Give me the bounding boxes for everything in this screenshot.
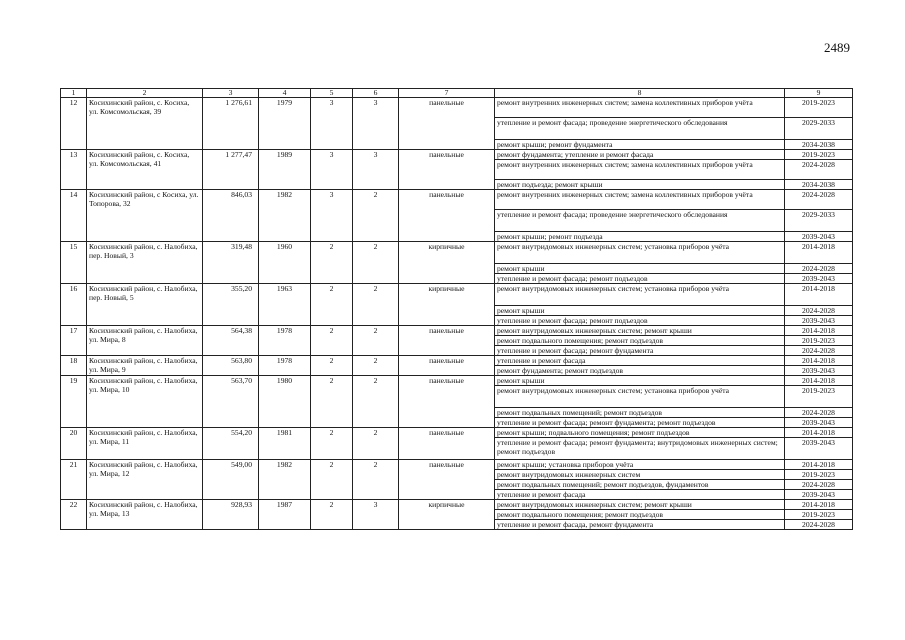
entrance-count: 3 xyxy=(353,150,399,190)
repair-works: ремонт внутридомовых инженерных систем; ремонт крыши xyxy=(495,500,785,510)
wall-material: панельные xyxy=(399,190,495,242)
row-number: 15 xyxy=(61,242,87,284)
build-year: 1980 xyxy=(259,376,311,428)
row-number: 21 xyxy=(61,460,87,500)
entrance-count: 2 xyxy=(353,284,399,326)
repair-period: 2024-2028 xyxy=(785,264,853,274)
total-area: 549,00 xyxy=(203,460,259,500)
column-header: 6 xyxy=(353,89,399,98)
total-area: 1 277,47 xyxy=(203,150,259,190)
repair-works: ремонт фундамента; ремонт подъездов xyxy=(495,366,785,376)
repair-works: ремонт внутридомовых инженерных систем; установка приборов учёта xyxy=(495,284,785,306)
table-row xyxy=(61,500,853,510)
floor-count: 2 xyxy=(311,460,353,500)
house-address: Косихинский район, с. Налобиха, ул. Мира, 8 xyxy=(87,326,203,356)
entrance-count: 2 xyxy=(353,356,399,376)
row-number: 18 xyxy=(61,356,87,376)
repair-period: 2029-2033 xyxy=(785,118,853,140)
column-header: 1 xyxy=(61,89,87,98)
repair-period: 2039-2043 xyxy=(785,366,853,376)
repair-period: 2039-2043 xyxy=(785,418,853,428)
total-area: 928,93 xyxy=(203,500,259,530)
repair-works: ремонт крыши xyxy=(495,264,785,274)
repair-works: ремонт крыши; ремонт подъезда xyxy=(495,232,785,242)
wall-material: панельные xyxy=(399,326,495,356)
build-year: 1981 xyxy=(259,428,311,460)
entrance-count: 3 xyxy=(353,98,399,150)
column-header: 3 xyxy=(203,89,259,98)
repair-period: 2039-2043 xyxy=(785,274,853,284)
column-header: 7 xyxy=(399,89,495,98)
repair-period: 2039-2043 xyxy=(785,490,853,500)
build-year: 1982 xyxy=(259,190,311,242)
repair-works: ремонт внутридомовых инженерных систем; установка приборов учёта xyxy=(495,242,785,264)
repair-period: 2014-2018 xyxy=(785,376,853,386)
entrance-count: 2 xyxy=(353,242,399,284)
repair-works: ремонт подвальных помещений; ремонт подъездов, фундаментов xyxy=(495,480,785,490)
row-number: 12 xyxy=(61,98,87,150)
house-address: Косихинский район, с. Налобиха, ул. Мира, 12 xyxy=(87,460,203,500)
repair-period: 2039-2043 xyxy=(785,438,853,460)
page-number: 2489 xyxy=(824,40,850,55)
repair-works: ремонт внутридомовых инженерных систем; установка приборов учёта xyxy=(495,386,785,408)
wall-material: кирпичные xyxy=(399,242,495,284)
repair-period: 2024-2028 xyxy=(785,346,853,356)
build-year: 1982 xyxy=(259,460,311,500)
total-area: 846,03 xyxy=(203,190,259,242)
floor-count: 3 xyxy=(311,98,353,150)
repair-period: 2019-2023 xyxy=(785,150,853,160)
table-row xyxy=(61,428,853,438)
repair-works: утепление и ремонт фасада; проведение энергетического обследования xyxy=(495,118,785,140)
repair-period: 2014-2018 xyxy=(785,428,853,438)
table-row xyxy=(61,150,853,160)
repair-works: утепление и ремонт фасада xyxy=(495,356,785,366)
table-body xyxy=(61,89,853,530)
total-area: 554,20 xyxy=(203,428,259,460)
table-row xyxy=(61,284,853,306)
entrance-count: 2 xyxy=(353,326,399,356)
row-number: 16 xyxy=(61,284,87,326)
floor-count: 2 xyxy=(311,428,353,460)
repair-period: 2014-2018 xyxy=(785,460,853,470)
floor-count: 2 xyxy=(311,326,353,356)
build-year: 1978 xyxy=(259,326,311,356)
column-header: 8 xyxy=(495,89,785,98)
wall-material: панельные xyxy=(399,98,495,150)
repair-works: утепление и ремонт фасада, ремонт фундамента xyxy=(495,520,785,530)
entrance-count: 2 xyxy=(353,376,399,428)
table-row xyxy=(61,376,853,386)
repair-works: утепление и ремонт фасада; ремонт фундамента xyxy=(495,346,785,356)
repair-works: ремонт внутридомовых инженерных систем; ремонт крыши xyxy=(495,326,785,336)
house-address: Косихинский район, с. Налобиха, ул. Мира, 13 xyxy=(87,500,203,530)
repair-period: 2024-2028 xyxy=(785,480,853,490)
build-year: 1989 xyxy=(259,150,311,190)
build-year: 1960 xyxy=(259,242,311,284)
table-row xyxy=(61,242,853,264)
house-address: Косихинский район, с. Налобиха, ул. Мира, 9 xyxy=(87,356,203,376)
build-year: 1979 xyxy=(259,98,311,150)
floor-count: 2 xyxy=(311,500,353,530)
house-address: Косихинский район, с Косиха, ул. Топорова, 32 xyxy=(87,190,203,242)
row-number: 14 xyxy=(61,190,87,242)
repair-period: 2019-2023 xyxy=(785,470,853,480)
wall-material: панельные xyxy=(399,356,495,376)
wall-material: кирпичные xyxy=(399,284,495,326)
repair-works: ремонт внутренних инженерных систем; замена коллективных приборов учёта xyxy=(495,160,785,180)
repair-period: 2039-2043 xyxy=(785,232,853,242)
repair-period: 2024-2028 xyxy=(785,520,853,530)
table-row xyxy=(61,190,853,210)
repair-works: ремонт подвального помещения; ремонт подъездов xyxy=(495,336,785,346)
build-year: 1978 xyxy=(259,356,311,376)
entrance-count: 2 xyxy=(353,428,399,460)
repair-period: 2039-2043 xyxy=(785,316,853,326)
repair-period: 2024-2028 xyxy=(785,306,853,316)
repair-period: 2019-2023 xyxy=(785,510,853,520)
column-header: 4 xyxy=(259,89,311,98)
row-number: 22 xyxy=(61,500,87,530)
build-year: 1987 xyxy=(259,500,311,530)
repair-period: 2014-2018 xyxy=(785,242,853,264)
repair-period: 2034-2038 xyxy=(785,180,853,190)
house-address: Косихинский район, с. Косиха, ул. Комсомольская, 39 xyxy=(87,98,203,150)
total-area: 1 276,61 xyxy=(203,98,259,150)
floor-count: 2 xyxy=(311,356,353,376)
repair-works: утепление и ремонт фасада; ремонт фундамента; ремонт подъездов xyxy=(495,418,785,428)
house-address: Косихинский район, с. Налобиха, ул. Мира, 10 xyxy=(87,376,203,428)
table-row xyxy=(61,98,853,118)
wall-material: панельные xyxy=(399,376,495,428)
repair-period: 2024-2028 xyxy=(785,408,853,418)
build-year: 1963 xyxy=(259,284,311,326)
repair-period: 2019-2023 xyxy=(785,98,853,118)
repair-period: 2014-2018 xyxy=(785,326,853,336)
repair-works: ремонт внутридомовых инженерных систем xyxy=(495,470,785,480)
repair-works: утепление и ремонт фасада; ремонт подъездов xyxy=(495,274,785,284)
wall-material: панельные xyxy=(399,428,495,460)
wall-material: панельные xyxy=(399,460,495,500)
repair-works: ремонт крыши; установка приборов учёта xyxy=(495,460,785,470)
repair-works: утепление и ремонт фасада; ремонт подъездов xyxy=(495,316,785,326)
floor-count: 2 xyxy=(311,284,353,326)
repair-works: утепление и ремонт фасада; проведение энергетического обследования xyxy=(495,210,785,232)
header-row xyxy=(61,89,853,98)
total-area: 563,70 xyxy=(203,376,259,428)
total-area: 563,80 xyxy=(203,356,259,376)
repair-period: 2019-2023 xyxy=(785,336,853,346)
repair-works: ремонт крыши; ремонт фундамента xyxy=(495,140,785,150)
row-number: 19 xyxy=(61,376,87,428)
column-header: 2 xyxy=(87,89,203,98)
repair-works: ремонт крыши xyxy=(495,376,785,386)
repair-works: утепление и ремонт фасада xyxy=(495,490,785,500)
entrance-count: 2 xyxy=(353,460,399,500)
total-area: 319,48 xyxy=(203,242,259,284)
total-area: 564,38 xyxy=(203,326,259,356)
row-number: 17 xyxy=(61,326,87,356)
column-header: 9 xyxy=(785,89,853,98)
repair-period: 2014-2018 xyxy=(785,356,853,366)
repair-works: ремонт крыши; подвального помещения; ремонт подъездов xyxy=(495,428,785,438)
house-address: Косихинский район, с. Налобиха, пер. Новый, 5 xyxy=(87,284,203,326)
capital-repair-table xyxy=(60,88,853,530)
column-header: 5 xyxy=(311,89,353,98)
floor-count: 3 xyxy=(311,190,353,242)
repair-works: ремонт фундамента; утепление и ремонт фасада xyxy=(495,150,785,160)
entrance-count: 2 xyxy=(353,190,399,242)
repair-period: 2014-2018 xyxy=(785,500,853,510)
entrance-count: 3 xyxy=(353,500,399,530)
floor-count: 2 xyxy=(311,242,353,284)
repair-works: ремонт подъезда; ремонт крыши xyxy=(495,180,785,190)
table-row xyxy=(61,460,853,470)
wall-material: панельные xyxy=(399,150,495,190)
repair-period: 2024-2028 xyxy=(785,190,853,210)
table-row xyxy=(61,356,853,366)
repair-works: ремонт крыши xyxy=(495,306,785,316)
repair-period: 2019-2023 xyxy=(785,386,853,408)
repair-period: 2034-2038 xyxy=(785,140,853,150)
repair-period: 2024-2028 xyxy=(785,160,853,180)
repair-works: ремонт внутренних инженерных систем; замена коллективных приборов учёта xyxy=(495,190,785,210)
house-address: Косихинский район, с. Косиха, ул. Комсомольская, 41 xyxy=(87,150,203,190)
repair-works: ремонт внутренних инженерных систем; замена коллективных приборов учёта xyxy=(495,98,785,118)
repair-works: ремонт подвального помещения; ремонт подъездов xyxy=(495,510,785,520)
total-area: 355,20 xyxy=(203,284,259,326)
repair-period: 2014-2018 xyxy=(785,284,853,306)
table-row xyxy=(61,326,853,336)
floor-count: 3 xyxy=(311,150,353,190)
wall-material: кирпичные xyxy=(399,500,495,530)
repair-period: 2029-2033 xyxy=(785,210,853,232)
repair-works: ремонт подвальных помещений; ремонт подъездов xyxy=(495,408,785,418)
house-address: Косихинский район, с. Налобиха, пер. Новый, 3 xyxy=(87,242,203,284)
repair-works: утепление и ремонт фасада; ремонт фундамента; внутридомовых инженерных систем; ремонт подъездов xyxy=(495,438,785,460)
row-number: 20 xyxy=(61,428,87,460)
house-address: Косихинский район, с. Налобиха, ул. Мира, 11 xyxy=(87,428,203,460)
row-number: 13 xyxy=(61,150,87,190)
floor-count: 2 xyxy=(311,376,353,428)
